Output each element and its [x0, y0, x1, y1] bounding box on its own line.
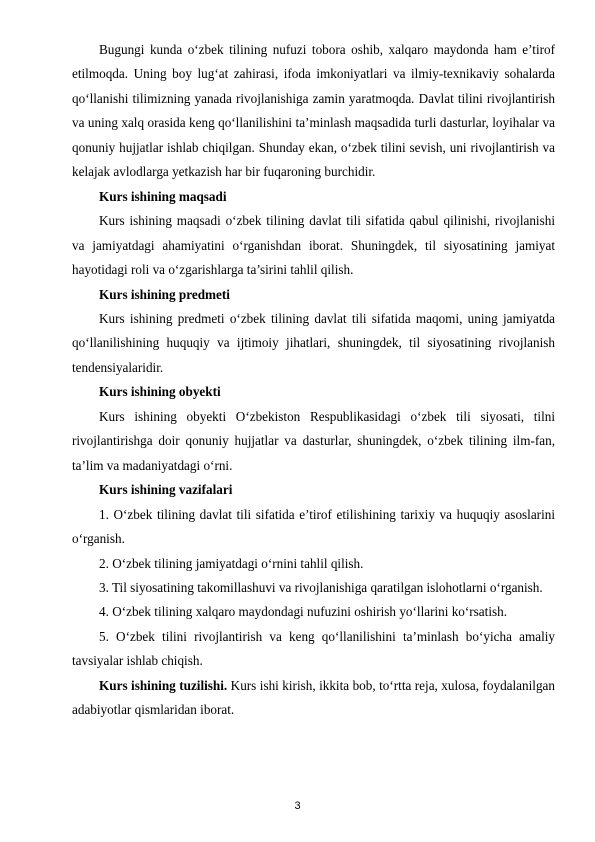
structure-text: Kurs ishi kirish, ikkita bob, to‘rtta reja, xulosa, foydalanilgan adabiyotlar qismlaridan iborat. [72, 677, 556, 718]
task-item-1: 1. O‘zbek tilining davlat tili sifatida e’tirof etilishining tarixiy va huquqiy asoslarini o‘rganish. [72, 506, 555, 547]
task-item-3: 3. Til siyosatining takomillashuvi va rivojlanishiga qaratilgan islohotlarni o‘rganish. [99, 579, 543, 595]
page-number: 3 [294, 800, 301, 812]
task-item-5: 5. O‘zbek tilini rivojlantirish va keng qo‘llanilishini ta’minlash bo‘yicha amaliy tavsiyalar ishlab chiqish. [72, 628, 555, 669]
object-paragraph: Kurs ishining obyekti O‘zbekiston Respublikasidagi o‘zbek tili siyosati, tilni rivojlantirishga doir qonuniy hujjatlar va dasturlar, shuningdek, o‘zbek tilining ilm-fan, ta’lim va madaniyatdagi o‘rni. [72, 408, 555, 473]
task-item-2: 2. O‘zbek tilining jamiyatdagi o‘rnini tahlil qilish. [99, 555, 364, 571]
structure-paragraph [72, 674, 555, 723]
goal-paragraph: Kurs ishining maqsadi o‘zbek tilining davlat tili sifatida qabul qilinishi, rivojlanishi va jamiyatdagi ahamiyatini o‘rganishdan iborat. Shuningdek, til siyosatining jamiyat hayotidagi roli va o‘zgarishlarga ta’sirini tahlil qilish. [72, 213, 555, 278]
structure-label: Kurs ishining tuzilishi. [99, 677, 228, 693]
heading-goal: Kurs ishining maqsadi [99, 188, 227, 204]
page-body [72, 38, 556, 723]
subject-paragraph: Kurs ishining predmeti o‘zbek tilining davlat tili sifatida maqomi, uning jamiyatda qo‘llanilishining huquqiy va ijtimoiy jihatlari, shuningdek, til siyosatining rivojlanish tendensiyalaridir. [72, 310, 555, 375]
heading-tasks: Kurs ishining vazifalari [99, 482, 233, 498]
task-item-4: 4. O‘zbek tilining xalqaro maydondagi nufuzini oshirish yo‘llarini ko‘rsatish. [99, 604, 508, 620]
intro-paragraph: Bugungi kunda o‘zbek tilining nufuzi tobora oshib, xalqaro maydonda ham e’tirof etilmoqda. Uning boy lug‘at zahirasi, ifoda imkoniyatlari va ilmiy-texnikaviy sohalarda qo‘llanishi tilimizning yanada rivojlanishiga zamin yaratmoqda. Davlat tilini rivojlantirish va uning xalq orasida keng qo‘llanilishini ta’minlash maqsadida turli dasturlar, loyihalar va qonuniy hujjatlar ishlab chiqilgan. Shunday ekan, o‘zbek tilini sevish, uni rivojlantirish va kelajak avlodlarga yetkazish har bir fuqaroning burchidir. [72, 42, 555, 180]
heading-object: Kurs ishining obyekti [99, 384, 221, 400]
heading-subject: Kurs ishining predmeti [99, 286, 230, 302]
